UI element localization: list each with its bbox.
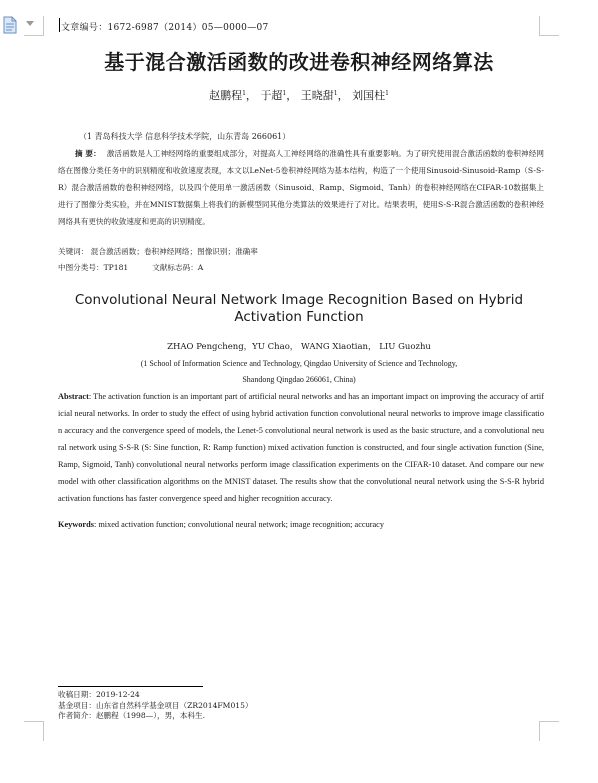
crop-mark-bottom-right: [539, 721, 559, 722]
class-value: TP181: [103, 263, 129, 272]
crop-mark-top-right: [539, 35, 559, 36]
crop-mark-bottom-left: [43, 721, 44, 741]
keywords-label-en: Keywords: [58, 520, 94, 529]
paper-title-en[interactable]: Convolutional Neural Network Image Recognition Based on Hybrid Activation Function: [74, 292, 524, 325]
affiliation-cn[interactable]: （1 青岛科技大学 信息科学技术学院，山东青岛 266061）: [79, 132, 291, 141]
author-name: 刘国柱: [352, 89, 386, 102]
keywords-text-en: : mixed activation function; convolutional neural network; image recognition; accuracy: [93, 520, 385, 529]
author-affiliation-mark: 1: [282, 90, 287, 97]
document-icon[interactable]: [3, 16, 17, 34]
affiliation-en-line: (1 School of Information Science and Technology, Qingdao University of Science and Technology,: [140, 359, 458, 368]
author-separator: ，: [337, 89, 349, 102]
crop-mark-top-left: [43, 16, 44, 36]
author-affiliation-mark: 1: [385, 90, 389, 97]
crop-mark-top-left: [24, 35, 44, 36]
abstract-text-cn: 激活函数是人工神经网络的重要组成部分，对提高人工神经网络的准确性具有重要影响。为了研究使用混合激活函数的卷积神经网络在图像分类任务中的识别精度和收敛速度表现，本文以LeNet-5卷积神经网络为基本结构，构造了一个使用Sinusoid-Sinusoid-Ramp（S-S-R）混合激活函数的卷积神经网络，以及四个使用单一激活函数（Sinusoid、Ramp、Sigmoid、Tanh）的卷积神经网络在CIFAR-10数据集上进行了图像分类实验，并在MNIST数据集上将我们的新模型同其他分类算法的效果进行了对比。结果表明，使用S-S-R混合激活函数的卷积神经网络具有更快的收敛速度和更高的识别精度。: [58, 149, 544, 226]
class-label: 中图分类号：: [58, 263, 104, 272]
keywords-label-cn: 关键词：: [58, 247, 89, 256]
doc-code-label: 文献标志码：: [152, 263, 198, 272]
author-name: 赵鹏程: [209, 89, 243, 102]
footnote-fund: 基金项目：山东省自然科学基金项目（ZR2014FM015）: [58, 700, 253, 710]
keywords-text-cn: 混合激活函数；卷积神经网络；图像识别；准确率: [90, 247, 258, 256]
affiliation-en-line: Shandong Qingdao 266061, China): [242, 375, 356, 384]
authors-en[interactable]: ZHAO Pengcheng，YU Chao， WANG Xiaotian， LIU Guozhu: [167, 342, 431, 352]
author-separator: ，: [286, 89, 298, 102]
keywords-cn[interactable]: [58, 246, 258, 257]
affiliation-en[interactable]: [0, 356, 598, 388]
crop-mark-top-right: [539, 16, 540, 36]
author-separator: ，: [245, 89, 257, 102]
text-cursor: [59, 18, 60, 32]
author-name: 于超: [260, 89, 283, 102]
footnote-divider: [58, 686, 203, 687]
footnote-author: 作者简介：赵鹏程（1998—），男，本科生.: [58, 711, 206, 720]
abstract-label-en: Abstract: [58, 392, 89, 401]
crop-mark-bottom-right: [539, 721, 540, 741]
caret-down-icon[interactable]: [26, 21, 34, 26]
author-name: 王晓甜: [300, 89, 334, 102]
author-affiliation-mark: 1: [242, 90, 246, 97]
footnotes[interactable]: [58, 690, 253, 722]
author-affiliation-mark: 1: [333, 90, 338, 97]
abstract-en[interactable]: [58, 388, 544, 507]
authors-cn[interactable]: [0, 87, 598, 103]
paper-title-cn[interactable]: 基于混合激活函数的改进卷积神经网络算法: [104, 50, 494, 74]
abstract-text-en: : The activation function is an important part of artificial neural networks and has an important impact on improving the accuracy of artificial neural networks. In order to study the effect of using hybrid activation function convolutional neural networks to improve image classification accuracy and the convergence speed of models, the Lenet-5 convolutional neural network is used as the basic structure, and a convolutional neural network using S-S-R (S: Sine function, R: Ramp function) mixed activation function is constructed, and four single activation function (Sine, Ramp, Sigmoid, Tanh) convolutional neural networks perform image classification experiments on the CIFAR-10 dataset. And compare our new model with other classification algorithms on the MNIST dataset. The results show that the convolutional neural network using the S-S-R hybrid activation functions has faster convergence speed and higher recognition accuracy.: [58, 392, 544, 503]
keywords-en[interactable]: [58, 520, 384, 529]
abstract-cn[interactable]: [58, 145, 544, 230]
footnote-received: 收稿日期：2019-12-24: [58, 690, 140, 699]
article-number[interactable]: 文章编号：1672-6987（2014）05—0000—07: [61, 23, 269, 33]
classification-cn[interactable]: [58, 262, 203, 273]
abstract-label-cn: 摘 要：: [75, 149, 101, 158]
doc-code-value: A: [197, 263, 204, 272]
crop-mark-bottom-left: [24, 721, 44, 722]
